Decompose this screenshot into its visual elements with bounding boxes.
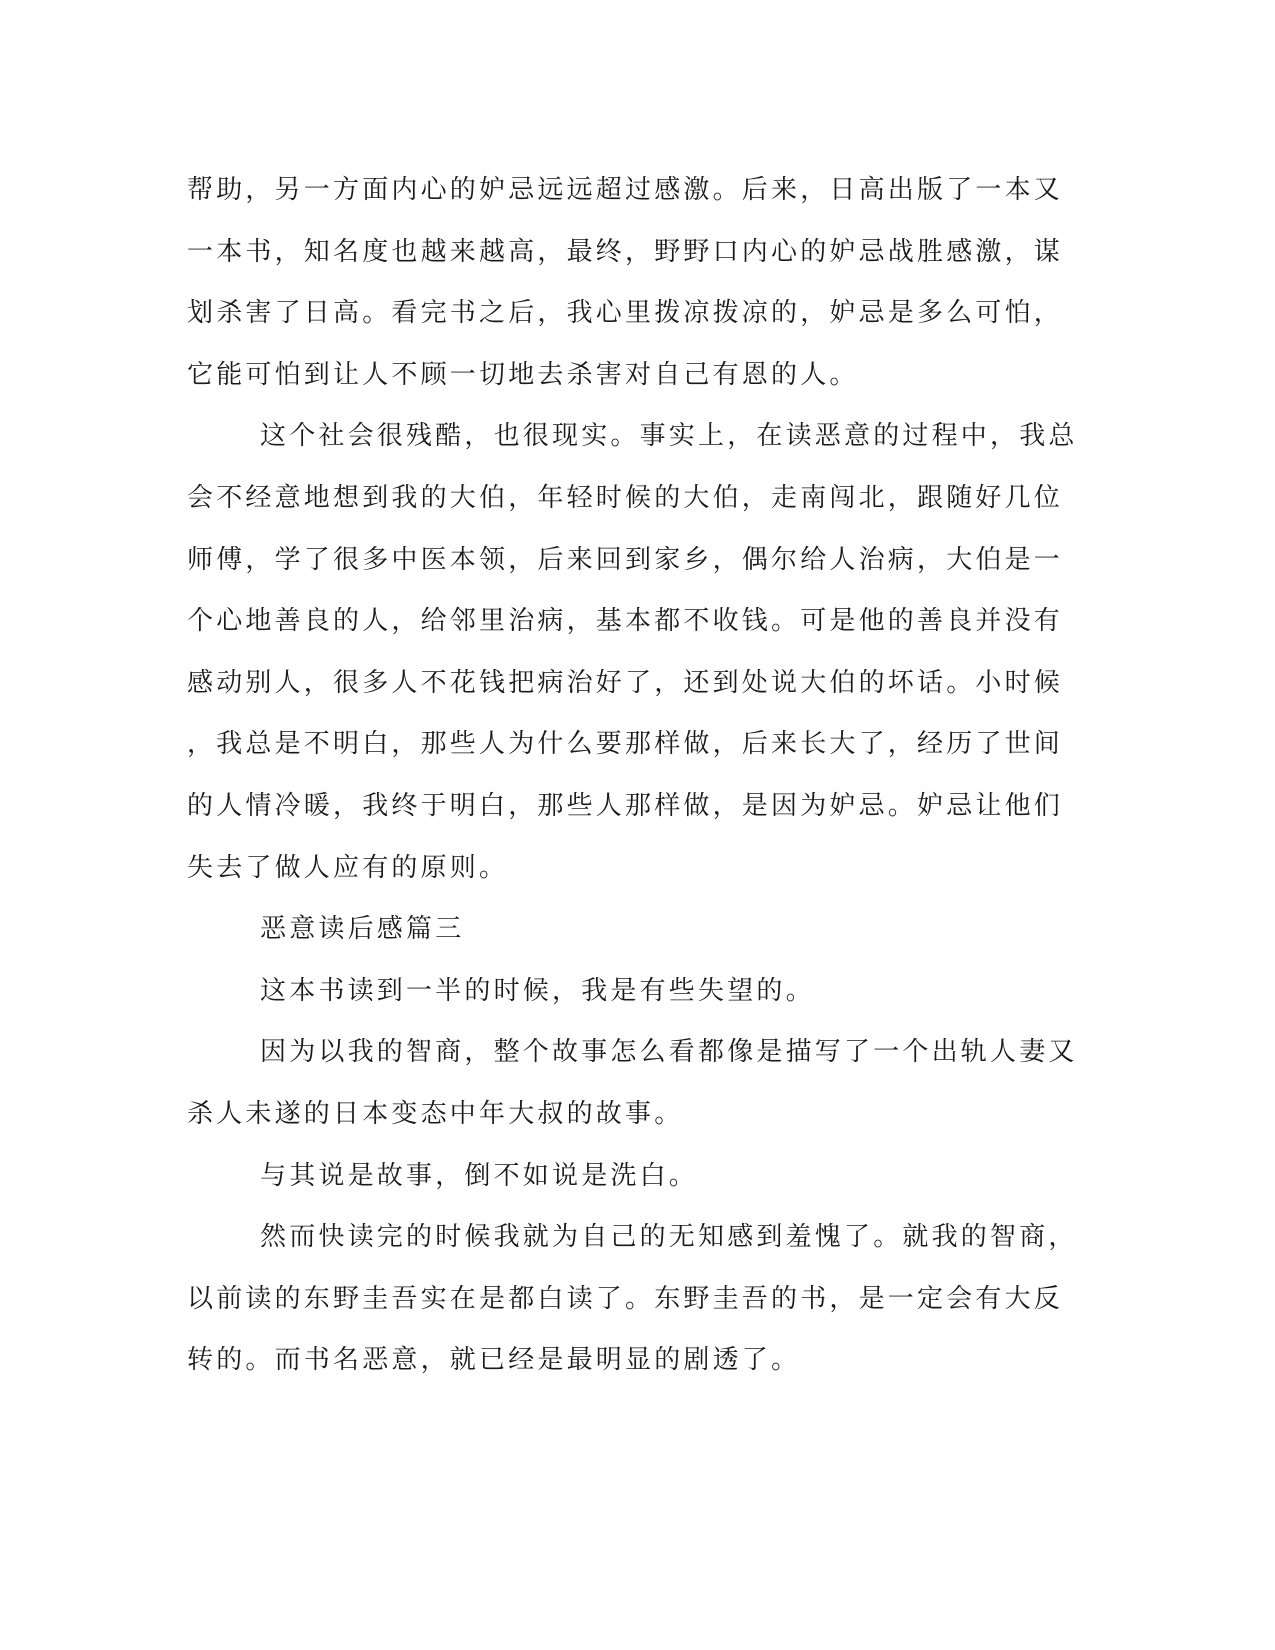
paragraph-first-line: 与其说是故事，倒不如说是洗白。	[260, 1160, 699, 1191]
text-line: 杀人未遂的日本变态中年大叔的故事。	[187, 1098, 684, 1129]
text-line: 感动别人，很多人不花钱把病治好了，还到处说大伯的坏话。小时候	[187, 667, 1064, 698]
text-line: 个心地善良的人，给邻里治病，基本都不收钱。可是他的善良并没有	[187, 606, 1064, 637]
text-line: 失去了做人应有的原则。	[187, 852, 509, 883]
text-line: 转的。而书名恶意，就已经是最明显的剧透了。	[187, 1345, 801, 1376]
text-line: 划杀害了日高。看完书之后，我心里拨凉拨凉的，妒忌是多么可怕，	[187, 298, 1064, 329]
text-line: 的人情冷暖，我终于明白，那些人那样做，是因为妒忌。妒忌让他们	[187, 790, 1064, 821]
document-body	[187, 160, 1078, 1392]
paragraph-first-line: 然而快读完的时候我就为自己的无知感到羞愧了。就我的智商，	[260, 1222, 1078, 1253]
text-line: 以前读的东野圭吾实在是都白读了。东野圭吾的书，是一定会有大反	[187, 1283, 1064, 1314]
paragraph-first-line: 因为以我的智商，整个故事怎么看都像是描写了一个出轨人妻又	[260, 1037, 1078, 1068]
paragraph-first-line: 这本书读到一半的时候，我是有些失望的。	[260, 975, 815, 1006]
paragraph-first-line: 这个社会很残酷，也很现实。事实上，在读恶意的过程中，我总	[260, 421, 1078, 452]
section-heading: 恶意读后感篇三	[260, 914, 465, 945]
text-line: 会不经意地想到我的大伯，年轻时候的大伯，走南闯北，跟随好几位	[187, 482, 1064, 513]
text-line: 它能可怕到让人不顾一切地去杀害对自己有恩的人。	[187, 359, 859, 390]
text-line: ，我总是不明白，那些人为什么要那样做，后来长大了，经历了世间	[187, 729, 1064, 760]
text-line: 师傅，学了很多中医本领，后来回到家乡，偶尔给人治病，大伯是一	[187, 544, 1064, 575]
text-line: 帮助，另一方面内心的妒忌远远超过感激。后来，日高出版了一本又	[187, 175, 1064, 205]
text-line: 一本书，知名度也越来越高，最终，野野口内心的妒忌战胜感激，谋	[187, 236, 1064, 267]
